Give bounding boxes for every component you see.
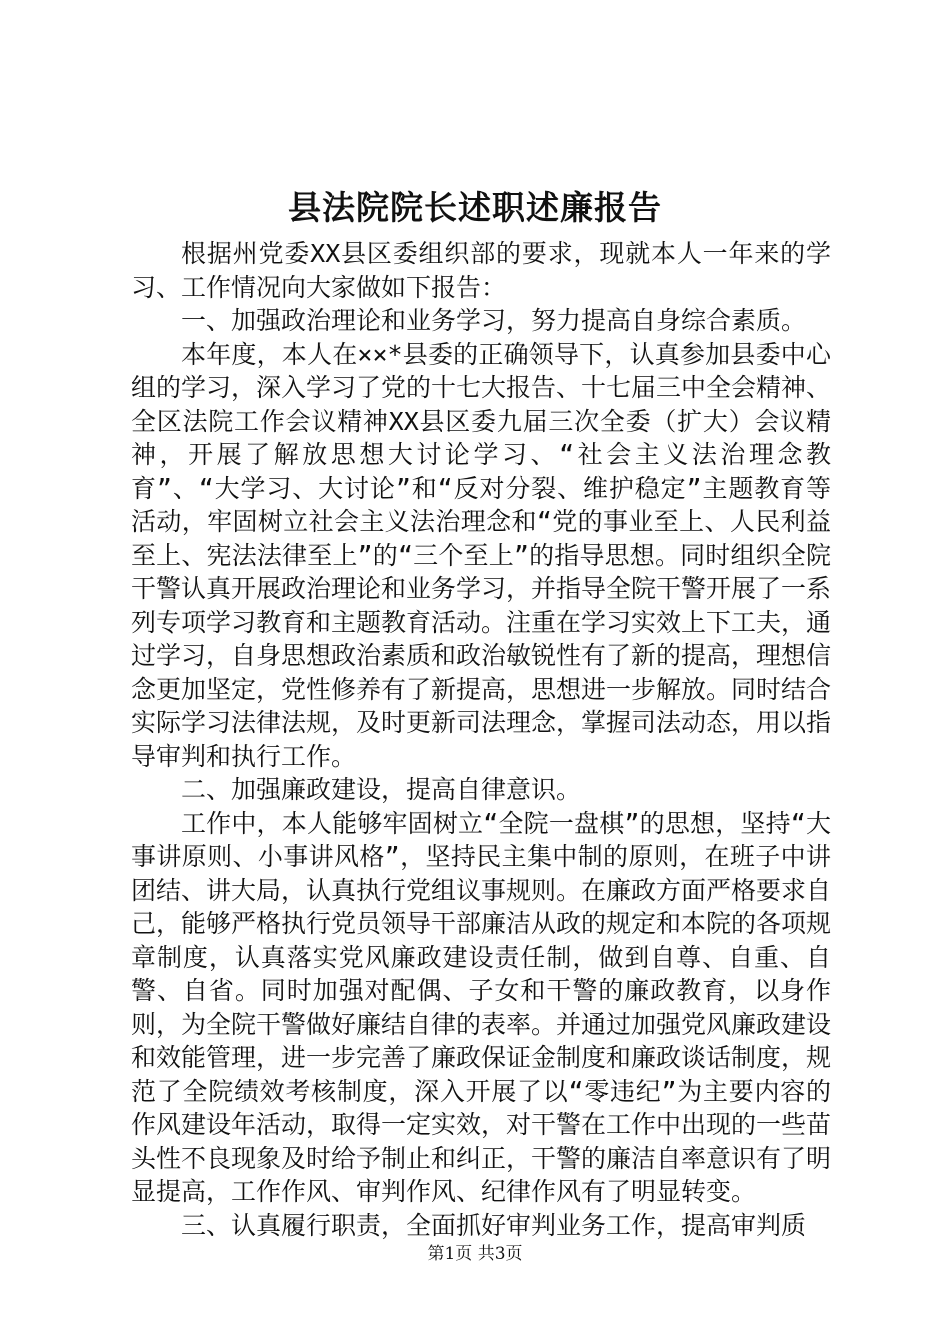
document-title: 县法院院长述职述廉报告 (288, 188, 662, 227)
paragraph-study: 本年度，本人在××*县委的正确领导下，认真参加县委中心组的学习，深入学习了党的十七大报告、十七届三中全会精神、全区法院工作会议精神XX县区委九届三次全委（扩大）会议精神，开展了解放思想大讨论学习、“社会主义法治理念教育”、“大学习、大讨论”和“反对分裂、维护稳定”主题教育等活动，牢固树立社会主义法治理念和“党的事业至上、人民利益至上、宪法法律至上”的“三个至上”的指导思想。同时组织全院干警认真开展政治理论和业务学习，并指导全院干警开展了一系列专项学习教育和主题教育活动。注重在学习实效上下工夫，通过学习，自身思想政治素质和政治敏锐性有了新的提高，理想信念更加坚定，党性修养有了新提高，思想进一步解放。同时结合实际学习法律法规，及时更新司法理念，掌握司法动态，用以指导审判和执行工作。 (131, 339, 832, 771)
section-heading-3: 三、认真履行职责，全面抓好审判业务工作，提高审判质 (181, 1210, 807, 1240)
paragraph-integrity: 工作中，本人能够牢固树立“全院一盘棋”的思想，坚持“大事讲原则、小事讲风格”，坚持民主集中制的原则，在班子中讲团结、讲大局，认真执行党组议事规则。在廉政方面严格要求自己，能够严格执行党员领导干部廉洁从政的规定和本院的各项规章制度，认真落实党风廉政建设责任制，做到自尊、自重、自警、自省。同时加强对配偶、子女和干警的廉政教育，以身作则，为全院干警做好廉结自律的表率。并通过加强党风廉政建设和效能管理，进一步完善了廉政保证金制度和廉政谈话制度，规范了全院绩效考核制度，深入开展了以“零违纪”为主要内容的作风建设年活动，取得一定实效，对干警在工作中出现的一些苗头性不良现象及时给予制止和纠正，干警的廉洁自率意识有了明显提高，工作作风、审判作风、纪律作风有了明显转变。 (131, 808, 832, 1206)
section-heading-1: 一、加强政治理论和业务学习，努力提高自身综合素质。 (181, 306, 807, 335)
section-heading-2: 二、加强廉政建设，提高自律意识。 (181, 775, 582, 804)
page-number-footer: 第1页 共3页 (427, 1244, 523, 1264)
document-body (131, 237, 831, 1242)
paragraph-intro: 根据州党委XX县区委组织部的要求，现就本人一年来的学习、工作情况向大家做如下报告： (131, 239, 831, 302)
